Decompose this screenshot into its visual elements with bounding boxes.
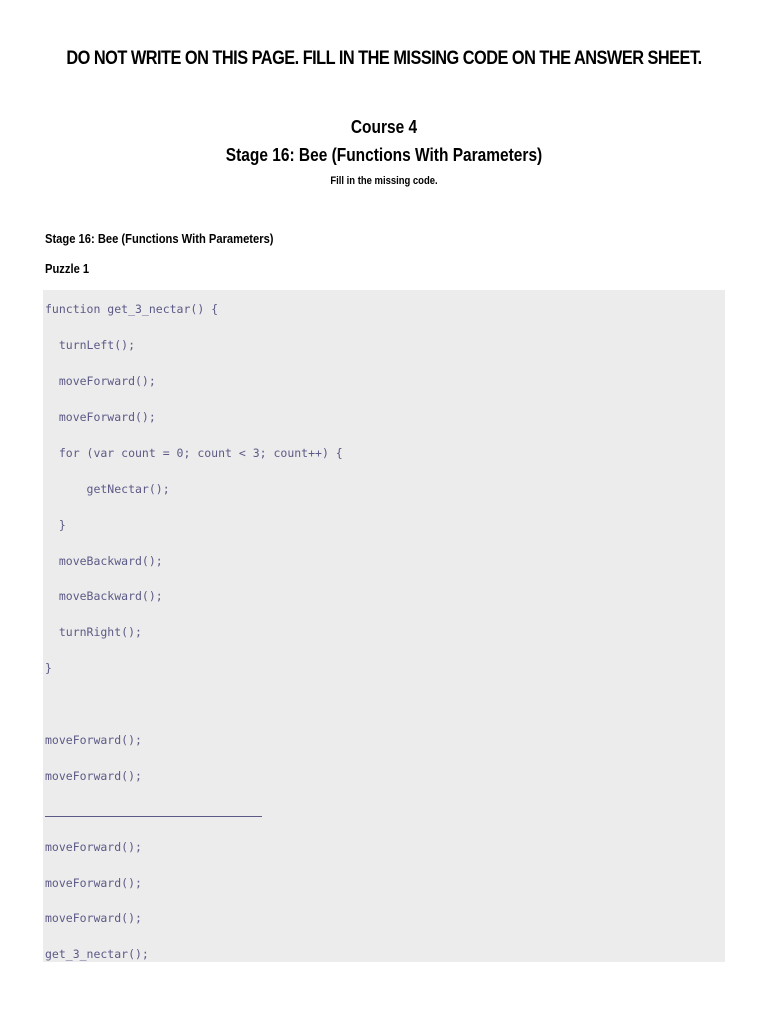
missing-code-blank	[45, 816, 262, 817]
code-line: moveForward();	[45, 769, 142, 783]
puzzle-label: Puzzle 1	[45, 261, 90, 276]
code-line: function get_3_nectar() {	[45, 302, 219, 316]
instructions: Fill in the missing code.	[330, 175, 438, 187]
code-line: moveForward();	[45, 876, 142, 890]
code-line: for (var count = 0; count < 3; count++) {	[45, 446, 343, 460]
code-line: }	[45, 661, 52, 675]
course-title: Course 4	[350, 117, 418, 137]
warning-heading: DO NOT WRITE ON THIS PAGE. FILL IN THE MISSING CODE ON THE ANSWER SHEET.	[66, 48, 702, 69]
code-line: getNectar();	[45, 482, 170, 496]
code-line: moveForward();	[45, 840, 142, 854]
section-heading: Stage 16: Bee (Functions With Parameters)	[45, 231, 274, 246]
code-line: moveForward();	[45, 410, 156, 424]
code-line: moveBackward();	[45, 554, 163, 568]
code-block	[43, 290, 725, 962]
code-line: moveForward();	[45, 374, 156, 388]
stage-title: Stage 16: Bee (Functions With Parameters)	[225, 145, 543, 165]
code-line: turnLeft();	[45, 338, 136, 352]
code-line: get_3_nectar();	[45, 947, 149, 961]
code-line: moveForward();	[45, 911, 142, 925]
code-line: }	[45, 518, 66, 532]
code-line: moveForward();	[45, 733, 142, 747]
code-line: moveBackward();	[45, 589, 163, 603]
code-line: turnRight();	[45, 625, 142, 639]
